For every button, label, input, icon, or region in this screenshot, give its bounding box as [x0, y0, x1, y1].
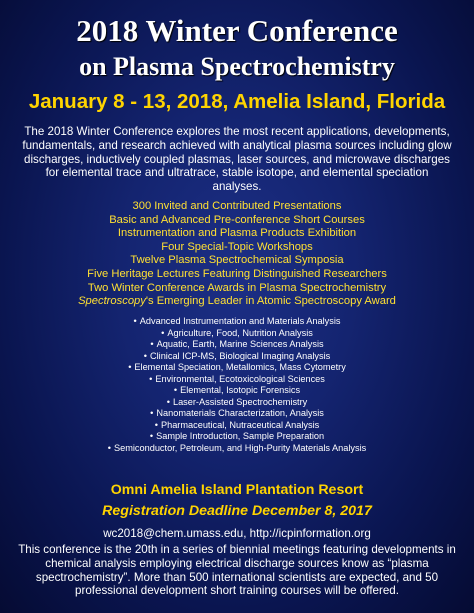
bullet-icon: •	[173, 385, 178, 396]
topic-item: • Laser-Assisted Spectrochemistry	[166, 396, 308, 407]
title-line-2: on Plasma Spectrochemistry	[79, 52, 395, 81]
topic-item: • Environmental, Ecotoxicological Sciences	[149, 373, 325, 384]
topic-item: • Aquatic, Earth, Marine Sciences Analysis	[150, 339, 324, 350]
topic-item: • Nanomaterials Characterization, Analysis	[150, 408, 324, 419]
feature-item: Twelve Plasma Spectrochemical Symposia	[130, 254, 344, 267]
topic-list	[0, 316, 474, 455]
topic-item: • Advanced Instrumentation and Materials Analysis	[133, 316, 341, 326]
topic-item: • Pharmaceutical, Nutraceutical Analysis	[154, 419, 320, 430]
feature-item: Four Special-Topic Workshops	[161, 240, 313, 253]
feature-item-award	[0, 295, 474, 309]
topic-item: • Elemental, Isotopic Forensics	[173, 385, 301, 396]
feature-item: Five Heritage Lectures Featuring Distinguished Researchers	[87, 267, 387, 280]
award-magazine-name: Spectroscopy	[78, 295, 146, 308]
bullet-icon: •	[150, 339, 154, 350]
bullet-icon: •	[128, 362, 132, 373]
topic-item: • Elemental Speciation, Metallomics, Mass Cytometry	[128, 362, 346, 373]
bullet-icon: •	[149, 431, 154, 442]
bullet-icon: •	[161, 327, 165, 338]
bullet-icon: •	[149, 373, 153, 384]
bullet-icon: •	[143, 350, 147, 361]
topic-item: • Agriculture, Food, Nutrition Analysis	[161, 327, 313, 338]
feature-item: Instrumentation and Plasma Products Exhibition	[117, 227, 357, 240]
bullet-icon: •	[133, 316, 137, 326]
title-line-1: 2018 Winter Conference	[76, 13, 398, 48]
feature-item: Two Winter Conference Awards in Plasma Spectrochemistry	[87, 281, 387, 294]
closing-paragraph: This conference is the 20th in a series of biennial meetings featuring developments in chemical analysis employing electrical discharge sources know as “plasma spectrochemistry”. More than 500 international scientists are expected, and 50 professional development short training courses will be offered.	[18, 543, 456, 598]
feature-list	[0, 200, 474, 309]
contact-info: wc2018@chem.umass.edu, http://icpinformation.org	[103, 527, 371, 540]
bullet-icon: •	[107, 443, 111, 454]
topic-item: • Sample Introduction, Sample Preparation	[149, 431, 325, 442]
intro-paragraph: The 2018 Winter Conference explores the most recent applications, developments, fundamentals, and research achieved with analytical plasma sources including glow discharges, inductively coupled plasmas, laser sources, and microwave discharges for elemental trace and ultratrace, stable isotope, and elemental speciation analyses.	[22, 125, 452, 194]
registration-deadline: Registration Deadline December 8, 2017	[102, 503, 372, 519]
topic-item: • Clinical ICP-MS, Biological Imaging Analysis	[143, 350, 331, 361]
topic-item: • Semiconductor, Petroleum, and High-Purity Materials Analysis	[107, 443, 367, 454]
bullet-icon: •	[166, 396, 170, 407]
feature-item: 300 Invited and Contributed Presentations	[132, 200, 342, 212]
bullet-icon: •	[150, 408, 154, 419]
award-name: 's Emerging Leader in Atomic Spectroscopy Award	[145, 295, 396, 308]
venue-name: Omni Amelia Island Plantation Resort	[110, 482, 364, 498]
date-location: January 8 - 13, 2018, Amelia Island, Florida	[28, 90, 446, 113]
bullet-icon: •	[154, 419, 158, 430]
feature-item: Basic and Advanced Pre-conference Short Courses	[109, 213, 365, 226]
